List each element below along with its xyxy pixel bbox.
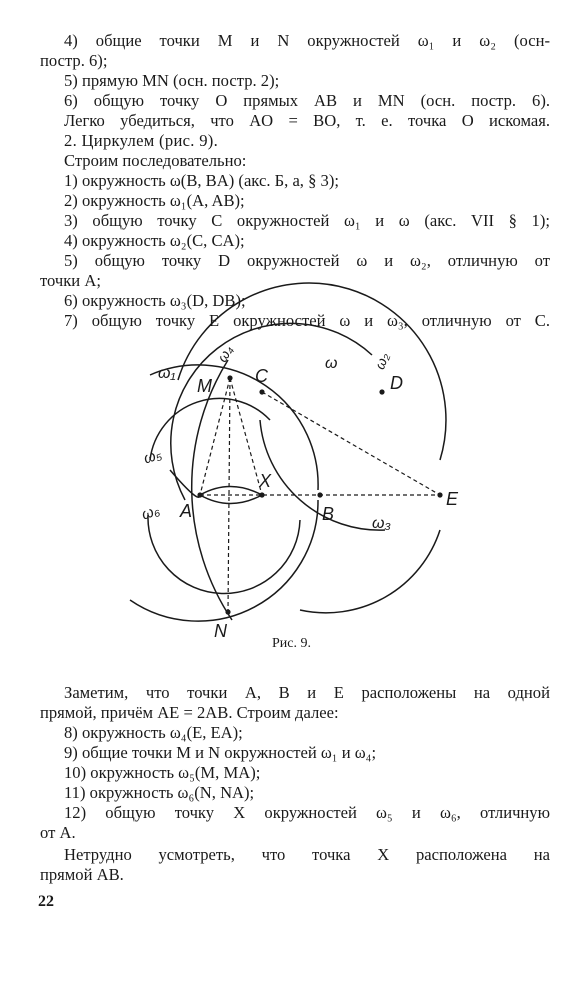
text-line: 4) окружность ω₂(C, CA); — [64, 231, 245, 250]
text-line: 5) прямую MN (осн. постр. 2); — [64, 71, 280, 90]
text-line: Нетрудно усмотреть, что точка X расположена на — [64, 845, 550, 864]
text-line: Легко убедиться, что AO = BO, т. е. точка O искомая. — [64, 111, 550, 130]
text-line: 6) окружность ω₃(D, DB); — [64, 291, 246, 310]
label-B: B — [322, 504, 335, 524]
circle-omega — [178, 283, 446, 460]
text-line: постр. 6); — [40, 51, 108, 70]
circle-omega1 — [150, 365, 318, 490]
label-N: N — [214, 621, 227, 641]
text-line: 7) общую точку E окружностей ω и ω₃, отличную от C. — [64, 311, 550, 330]
label-X: X — [259, 471, 272, 491]
text-line: 10) окружность ω₅(M, MA); — [64, 763, 261, 782]
label-omega: ω — [325, 355, 338, 372]
text-line: прямой, причём AE = 2AB. Строим далее: — [40, 703, 339, 722]
text-line: 12) общую точку X окружностей ω₅ и ω₆, отличную — [64, 803, 550, 822]
label-omega5: ω₅ — [141, 445, 164, 468]
label-omega6: ω₆ — [139, 501, 162, 524]
text-line: 2) окружность ω₁(A, AB); — [64, 191, 245, 210]
label-omega1: ω₁ — [158, 365, 176, 382]
page-number: 22 — [38, 893, 54, 910]
circle-omega6 — [148, 515, 300, 594]
label-omega2: ω₂ — [371, 350, 392, 372]
label-D: D — [390, 373, 403, 393]
text-line: 5) общую точку D окружностей ω и ω₂, отличную от — [64, 251, 550, 270]
circle-omega5 — [150, 398, 270, 460]
text-line: Строим последовательно: — [64, 151, 247, 170]
text-line: 6) общую точку O прямых AB и MN (осн. постр. 6). — [64, 91, 550, 110]
section-heading: 2. Циркулем (рис. 9). — [64, 131, 219, 150]
text-line: точки A; — [40, 271, 101, 290]
circle-omega2 — [171, 323, 372, 500]
text-line: 3) общую точку C окружностей ω₁ и ω (акс. VII § 1); — [64, 211, 550, 230]
text-line: прямой AB. — [40, 865, 124, 884]
label-M: M — [197, 376, 212, 396]
text-line: Заметим, что точки A, B и E расположены на одной — [64, 683, 550, 702]
label-C: C — [255, 366, 268, 386]
label-A: A — [180, 501, 193, 521]
label-omega3: ω₃ — [372, 515, 391, 532]
text-line: 9) общие точки M и N окружностей ω₁ и ω₄; — [64, 743, 377, 762]
text-line: 1) окружность ω(B, BA) (акс. Б, а, § 3); — [64, 171, 339, 190]
figure-caption: Рис. 9. — [272, 636, 311, 651]
text-line: 4) общие точки M и N окружностей ω₁ и ω₂ (осн- — [64, 31, 550, 50]
text-line: 8) окружность ω₄(E, EA); — [64, 723, 243, 742]
text-line: от A. — [40, 823, 76, 842]
text-line: 11) окружность ω₆(N, NA); — [64, 783, 255, 802]
label-omega4: ω₄ — [213, 342, 236, 365]
label-E: E — [446, 489, 459, 509]
